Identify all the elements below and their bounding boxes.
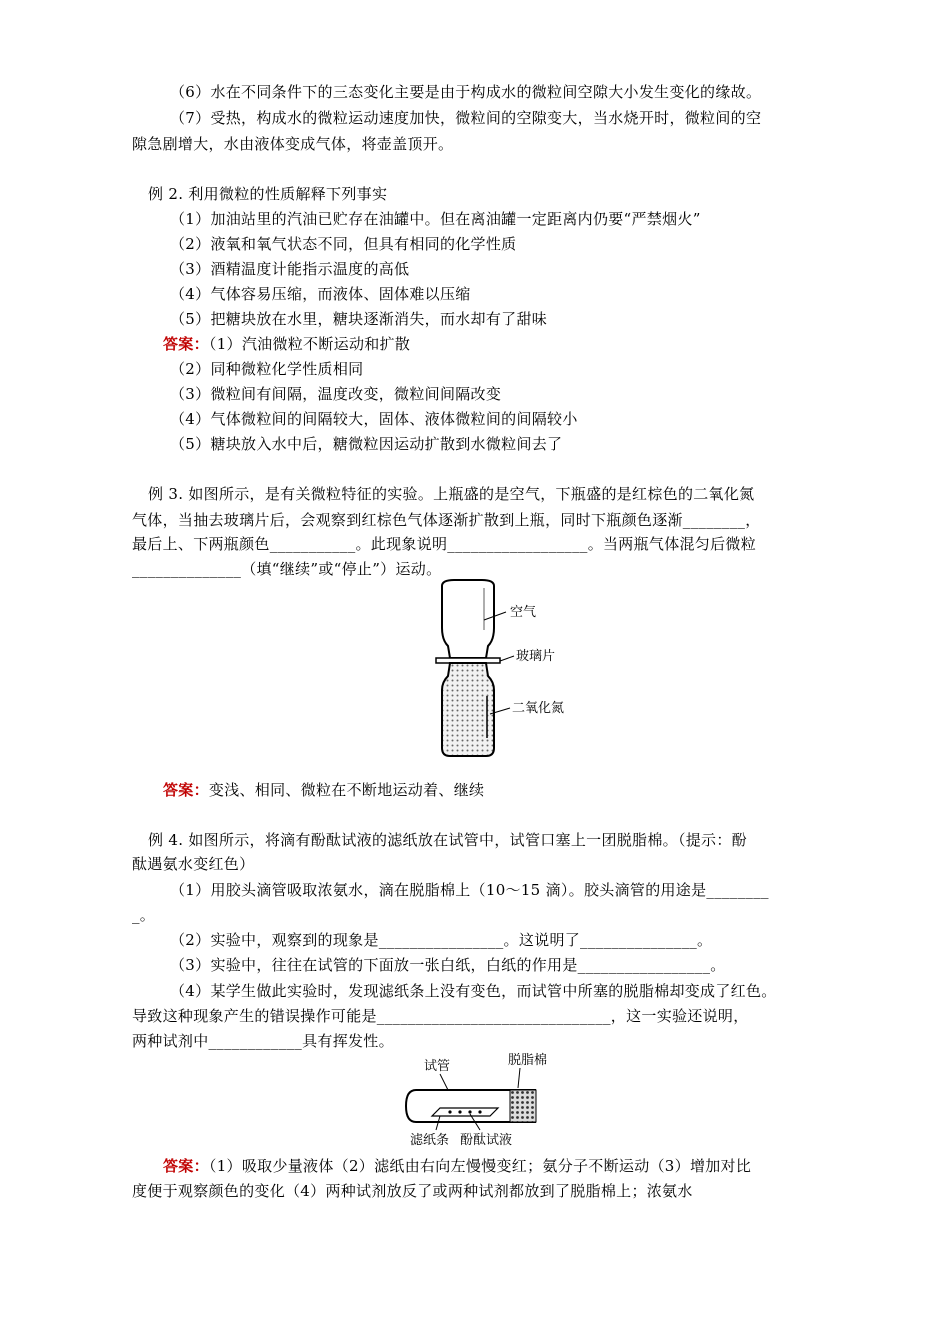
label-air: 空气 xyxy=(510,605,537,620)
example-4-line-1: 例 4. 如图所示，将滴有酚酞试液的滤纸放在试管中，试管口塞上一团脱脂棉。（提示：酚 xyxy=(148,831,747,849)
example-3-line-2: 气体，当抽去玻璃片后，会观察到红棕色气体逐渐扩散到上瓶，同时下瓶颜色逐渐________， xyxy=(132,511,761,529)
example-2-item: （4）气体容易压缩，而液体、固体难以压缩 xyxy=(170,285,471,303)
lower-bottle xyxy=(442,663,494,756)
filter-paper-strip xyxy=(432,1108,498,1116)
example-2-answer xyxy=(163,334,410,354)
answer-label: 答案： xyxy=(163,1157,209,1175)
answer-label: 答案： xyxy=(163,781,209,799)
cotton-plug xyxy=(510,1090,536,1122)
example-2-item: （5）把糖块放在水里，糖块逐渐消失，而水却有了甜味 xyxy=(170,310,548,328)
example-2-title: 例 2. 利用微粒的性质解释下列事实 xyxy=(148,185,388,203)
example-4-q2: （2）实验中，观察到的现象是________________。这说明了_______________。 xyxy=(170,931,713,949)
example-4-answer xyxy=(163,1156,751,1176)
label-test-tube: 试管 xyxy=(424,1059,451,1074)
example-4-q4-line-3: 两种试剂中____________具有挥发性。 xyxy=(132,1032,394,1050)
example-3-line-1: 例 3. 如图所示，是有关微粒特征的实验。上瓶盛的是空气，下瓶盛的是红棕色的二氧化氮 xyxy=(148,485,755,503)
example-3-line-4: ______________（填“继续”或“停止”）运动。 xyxy=(132,560,442,578)
example-3-line-3: 最后上、下两瓶颜色___________。此现象说明__________________。当两瓶气体混匀后微粒 xyxy=(132,535,757,553)
example-4-answer-line-2: 度便于观察颜色的变化（4）两种试剂放反了或两种试剂都放到了脱脂棉上；浓氨水 xyxy=(132,1182,693,1200)
paragraph-7-line-2: 隙急剧增大，水由液体变成气体，将壶盖顶开。 xyxy=(132,135,454,153)
example-2-item: （2）液氧和氧气状态不同，但具有相同的化学性质 xyxy=(170,235,517,253)
leader-line xyxy=(500,656,514,661)
answer-text: 变浅、相同、微粒在不断地运动着、继续 xyxy=(208,781,485,799)
example-4-q4-line-2: 导致这种现象产生的错误操作可能是______________________________，这一实验还说明， xyxy=(132,1007,749,1025)
gas-diffusion-figure xyxy=(420,578,600,768)
example-2-answer-item: （4）气体微粒间的间隔较大，固体、液体微粒间的间隔较小 xyxy=(170,410,578,428)
example-2-answer-item: （2）同种微粒化学性质相同 xyxy=(170,360,364,378)
example-3-answer xyxy=(163,780,484,800)
example-4-q1-line-2: _。 xyxy=(132,906,156,924)
indicator-drop xyxy=(468,1110,471,1113)
label-glass-plate: 玻璃片 xyxy=(516,649,556,664)
paragraph-6: （6）水在不同条件下的三态变化主要是由于构成水的微粒间空隙大小发生变化的缘故。 xyxy=(170,83,762,101)
example-2-item: （3）酒精温度计能指示温度的高低 xyxy=(170,260,410,278)
label-filter-paper: 滤纸条 xyxy=(410,1133,450,1148)
label-cotton: 脱脂棉 xyxy=(508,1053,548,1068)
answer-text: （1）汽油微粒不断运动和扩散 xyxy=(208,335,411,353)
example-4-line-2: 酞遇氨水变红色） xyxy=(132,855,255,873)
leader-line xyxy=(518,1068,520,1088)
label-no2: 二氧化氮 xyxy=(512,701,565,716)
answer-text: （1）吸取少量液体（2）滤纸由右向左慢慢变红；氨分子不断运动（3）增加对比 xyxy=(208,1157,752,1175)
example-2-answer-item: （3）微粒间有间隔，温度改变，微粒间间隔改变 xyxy=(170,385,502,403)
indicator-drop xyxy=(478,1110,481,1113)
label-phenolphthalein: 酚酞试液 xyxy=(460,1133,513,1148)
leader-line xyxy=(440,1074,448,1090)
example-4-q4-line-1: （4）某学生做此实验时，发现滤纸条上没有变色，而试管中所塞的脱脂棉却变成了红色。 xyxy=(170,982,777,1000)
example-4-q1-line-1: （1）用胶头滴管吸取浓氨水，滴在脱脂棉上（10～15 滴）。胶头滴管的用途是________ xyxy=(170,881,769,899)
paragraph-7-line-1: （7）受热，构成水的微粒运动速度加快，微粒间的空隙变大，当水烧开时，微粒间的空 xyxy=(170,109,762,127)
answer-label: 答案： xyxy=(163,335,209,353)
example-2-item: （1）加油站里的汽油已贮存在油罐中。但在离油罐一定距离内仍要“严禁烟火” xyxy=(170,210,701,228)
test-tube-figure xyxy=(400,1050,550,1148)
indicator-drop xyxy=(458,1110,461,1113)
example-2-answer-item: （5）糖块放入水中后，糖微粒因运动扩散到水微粒间去了 xyxy=(170,435,563,453)
indicator-drop xyxy=(448,1110,451,1113)
example-4-q3: （3）实验中，往往在试管的下面放一张白纸，白纸的作用是_________________。 xyxy=(170,956,726,974)
